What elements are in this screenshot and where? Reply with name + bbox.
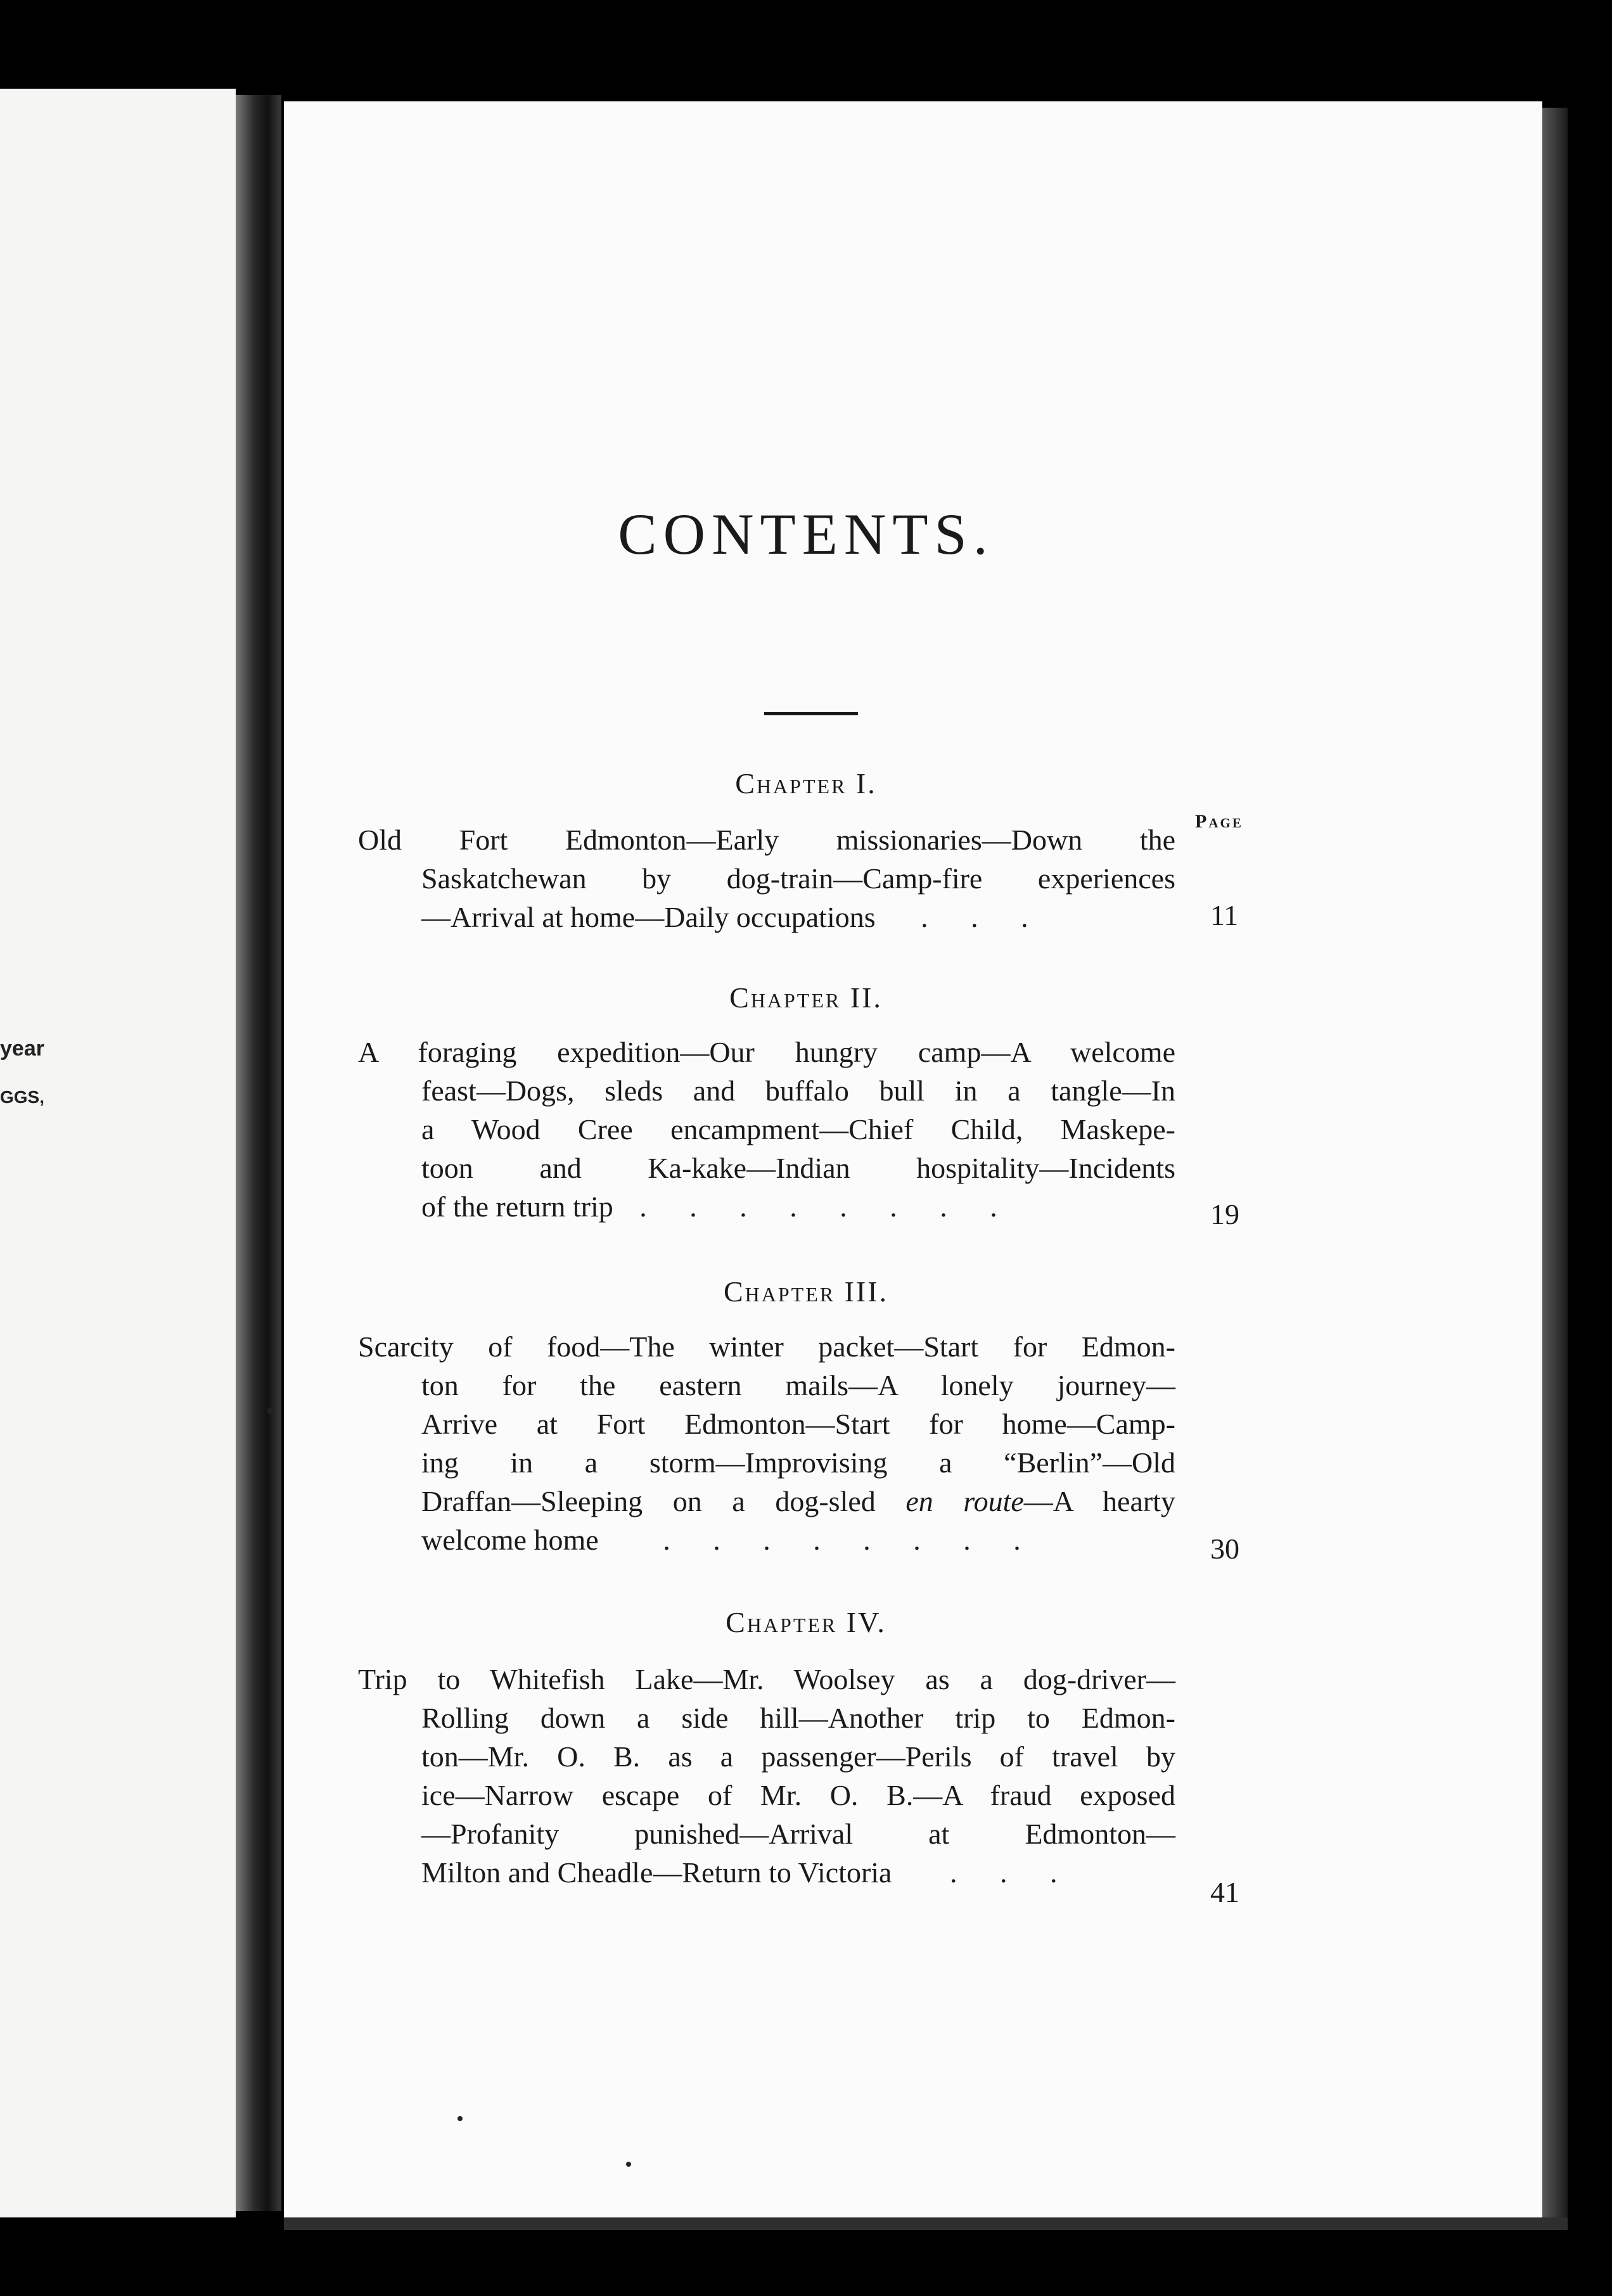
chapter-entry-1 [358,820,1175,936]
page-title: CONTENTS. [618,502,994,566]
chapter-page-number-4: 41 [1210,1876,1239,1908]
chapter-page-number-2: 19 [1210,1198,1239,1230]
page-edge-shadow [1542,108,1568,2217]
entry-line: ton—Mr. O. B. as a passenger—Perils of travel by [421,1740,1175,1773]
entry-line [421,898,1175,936]
left-facing-page [0,89,236,2217]
entry-line: ice—Narrow escape of Mr. O. B.—A fraud exposed [421,1779,1175,1811]
book-gutter [236,95,281,2211]
leader-dots: . . . . . . . . [639,1190,1015,1223]
chapter-entry-2 [358,1033,1175,1226]
entry-line: ing in a storm—Improvising a “Berlin”—Old [421,1446,1175,1479]
entry-line: —Profanity punished—Arrival at Edmonton— [421,1818,1175,1850]
entry-line [421,1187,1175,1226]
entry-line-text: welcome home [421,1524,599,1556]
entry-line: Saskatchewan by dog-train—Camp-fire experiences [421,862,1175,895]
title-divider [764,712,858,715]
page-column-label: Page [1195,811,1243,832]
left-page-fragment-year: year [0,1036,44,1061]
entry-line-text: —Arrival at home—Daily occupations [421,901,876,933]
chapter-heading-1: Chapter I. [735,767,877,800]
chapter-page-number-1: 11 [1210,899,1239,931]
entry-line: toon and Ka-kake—Indian hospitality—Incidents [421,1152,1175,1184]
entry-line: Draffan—Sleeping on a dog-sled en route—A hearty [421,1485,1175,1517]
entry-line [421,1853,1175,1892]
chapter-heading-2: Chapter II. [729,981,883,1014]
entry-line: Rolling down a side hill—Another trip to Edmon- [421,1702,1175,1734]
entry-line: A foraging expedition—Our hungry camp—A welcome [358,1036,1175,1068]
chapter-entry-3 [358,1327,1175,1559]
paper-speck [626,2162,631,2167]
entry-line: Trip to Whitefish Lake—Mr. Woolsey as a dog-driver— [358,1663,1175,1695]
entry-line: Arrive at Fort Edmonton—Start for home—Camp- [421,1408,1175,1440]
entry-line: ton for the eastern mails—A lonely journey— [421,1369,1175,1401]
leader-dots: . . . [921,901,1046,933]
leader-dots: . . . [949,1856,1075,1889]
chapter-entry-4 [358,1660,1175,1892]
entry-line: a Wood Cree encampment—Chief Child, Maskepe- [421,1113,1175,1145]
paper-speck [267,1408,274,1414]
italic-phrase: en route [905,1485,1024,1517]
entry-line-text: of the return trip [421,1190,613,1223]
entry-line: feast—Dogs, sleds and buffalo bull in a tangle—In [421,1075,1175,1107]
entry-line-text: Milton and Cheadle—Return to Victoria [421,1856,892,1889]
leader-dots: . . . . . . . . [663,1524,1039,1556]
page-bottom-shadow [284,2217,1568,2230]
chapter-heading-3: Chapter III. [723,1275,889,1308]
entry-line: Scarcity of food—The winter packet—Start for Edmon- [358,1330,1175,1363]
chapter-page-number-3: 30 [1210,1533,1239,1565]
paper-speck [457,2116,463,2121]
entry-line [421,1521,1175,1559]
chapter-heading-4: Chapter IV. [726,1606,886,1638]
left-page-fragment-eggs: GGS, [0,1087,45,1107]
entry-line: Old Fort Edmonton—Early missionaries—Down the [358,824,1175,856]
